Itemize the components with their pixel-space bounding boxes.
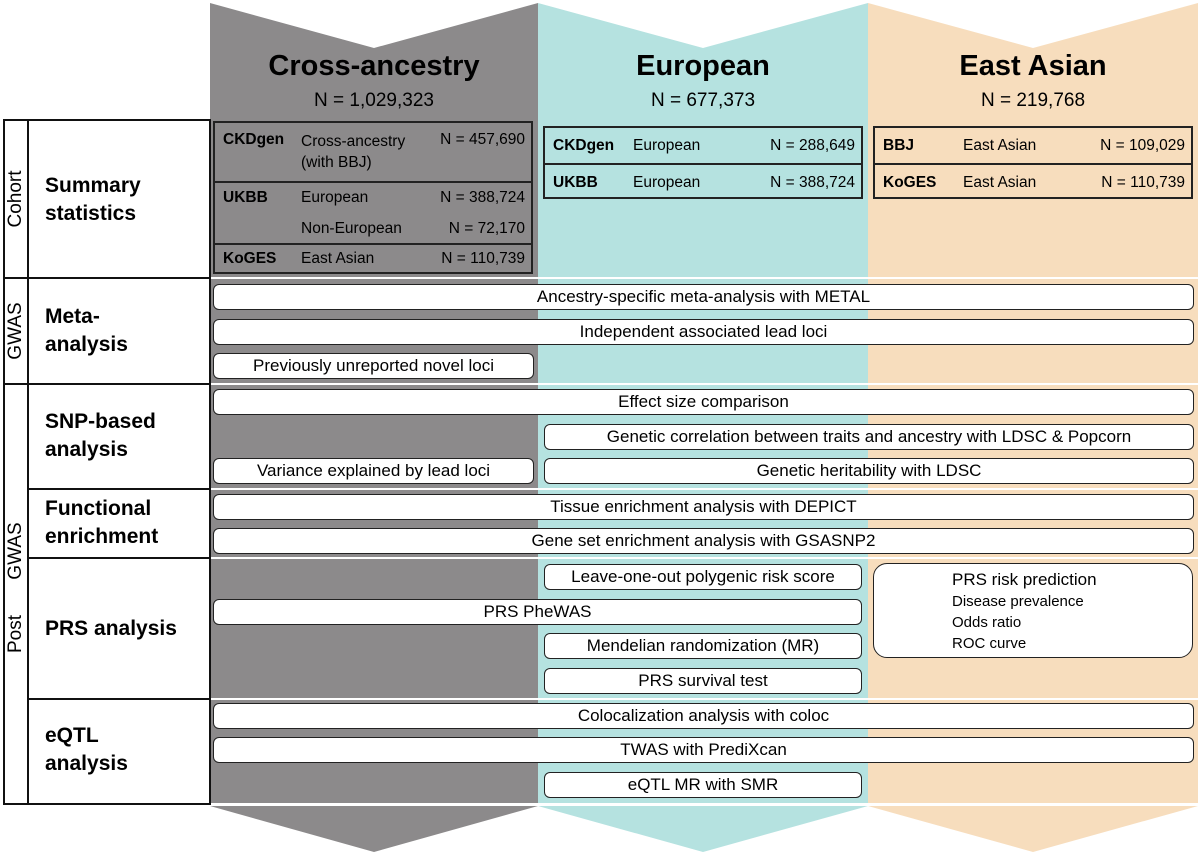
row-label-prs-analysis: PRS analysis <box>45 617 177 640</box>
cohort-n: N = 72,170 <box>448 220 525 237</box>
cohort-ancestry: Cross-ancestry (with BBJ) <box>301 133 406 171</box>
cross-ancestry-title: Cross-ancestry <box>268 50 480 82</box>
cohort-ancestry: East Asian <box>963 137 1037 154</box>
prs-risk-item: Disease prevalence <box>952 593 1084 610</box>
row-label-eqtl-analysis: eQTL analysis <box>45 724 128 775</box>
cohort-ancestry: European <box>633 137 701 154</box>
east-asian-bottom-arrow <box>868 806 1198 852</box>
meta-analysis-metal-box: Ancestry-specific meta-analysis with METAL <box>213 284 1194 310</box>
colocalization-box: Colocalization analysis with coloc <box>213 703 1194 729</box>
cohort-n: N = 388,724 <box>770 174 855 191</box>
divider <box>215 181 531 183</box>
cohort-ancestry: East Asian <box>301 250 375 267</box>
twas-box: TWAS with PrediXcan <box>213 737 1194 763</box>
european-n: N = 677,373 <box>650 90 756 111</box>
row-label-functional-enrichment: Functional enrichment <box>45 497 159 548</box>
cohort-name: KoGES <box>883 174 937 191</box>
loo-prs-box: Leave-one-out polygenic risk score <box>544 564 862 590</box>
cohort-n: N = 110,739 <box>1101 174 1185 191</box>
european-cohort-table <box>543 126 863 199</box>
row-label-summary-statistics: Summary statistics <box>45 174 141 225</box>
cohort-name: BBJ <box>883 137 915 154</box>
genetic-correlation-box: Genetic correlation between traits and ancestry with LDSC & Popcorn <box>544 424 1194 450</box>
east-asian-title: East Asian <box>959 50 1107 82</box>
heritability-box: Genetic heritability with LDSC <box>544 458 1194 484</box>
prs-risk-item: Odds ratio <box>952 614 1022 631</box>
group-label-cohort: Cohort <box>5 170 26 228</box>
cross-ancestry-cohort-table <box>213 121 533 274</box>
variance-explained-box: Variance explained by lead loci <box>213 458 534 484</box>
eqtl-mr-box: eQTL MR with SMR <box>544 772 862 798</box>
divider <box>215 243 531 245</box>
effect-size-box: Effect size comparison <box>213 389 1194 415</box>
prs-risk-title: PRS risk prediction <box>952 570 1097 589</box>
prs-phewas-box: PRS PheWAS <box>213 599 862 625</box>
novel-loci-box: Previously unreported novel loci <box>213 353 534 379</box>
cohort-name: KoGES <box>223 250 277 267</box>
cohort-ancestry: Non-European <box>301 220 402 237</box>
gene-set-enrichment-box: Gene set enrichment analysis with GSASNP2 <box>213 528 1194 554</box>
row-label-meta-analysis: Meta- analysis <box>45 305 128 356</box>
cohort-ancestry: European <box>633 174 701 191</box>
cohort-ancestry: European <box>301 189 369 206</box>
cohort-name: CKDgen <box>223 131 285 148</box>
cohort-name: UKBB <box>223 189 268 206</box>
mendelian-randomization-box: Mendelian randomization (MR) <box>544 633 862 659</box>
divider <box>545 163 861 165</box>
group-label-gwas: GWAS <box>5 302 26 360</box>
row-label-snp-based: SNP-based analysis <box>45 410 156 461</box>
cohort-n: N = 457,690 <box>440 131 525 148</box>
european-bottom-arrow <box>538 806 868 852</box>
independent-loci-box: Independent associated lead loci <box>213 319 1194 345</box>
cohort-n: N = 388,724 <box>440 189 525 206</box>
cohort-name: CKDgen <box>553 137 615 154</box>
european-title: European <box>636 50 770 82</box>
tissue-enrichment-box: Tissue enrichment analysis with DEPICT <box>213 494 1194 520</box>
east-asian-n: N = 219,768 <box>980 90 1086 111</box>
group-label-post: Post <box>5 614 26 654</box>
cohort-row <box>215 131 531 175</box>
prs-survival-box: PRS survival test <box>544 668 862 694</box>
cohort-n: N = 109,029 <box>1100 137 1185 154</box>
group-label-post-gwas: GWAS <box>5 522 26 580</box>
cohort-n: N = 110,739 <box>441 250 525 267</box>
prs-risk-prediction-box <box>873 563 1193 658</box>
cohort-n: N = 288,649 <box>770 137 855 154</box>
cross-ancestry-n: N = 1,029,323 <box>314 90 434 111</box>
cohort-ancestry: East Asian <box>963 174 1037 191</box>
cross-ancestry-bottom-arrow <box>210 806 538 852</box>
divider <box>875 163 1191 165</box>
east-asian-cohort-table <box>873 126 1193 199</box>
prs-risk-item: ROC curve <box>952 635 1027 652</box>
cohort-name: UKBB <box>553 174 598 191</box>
